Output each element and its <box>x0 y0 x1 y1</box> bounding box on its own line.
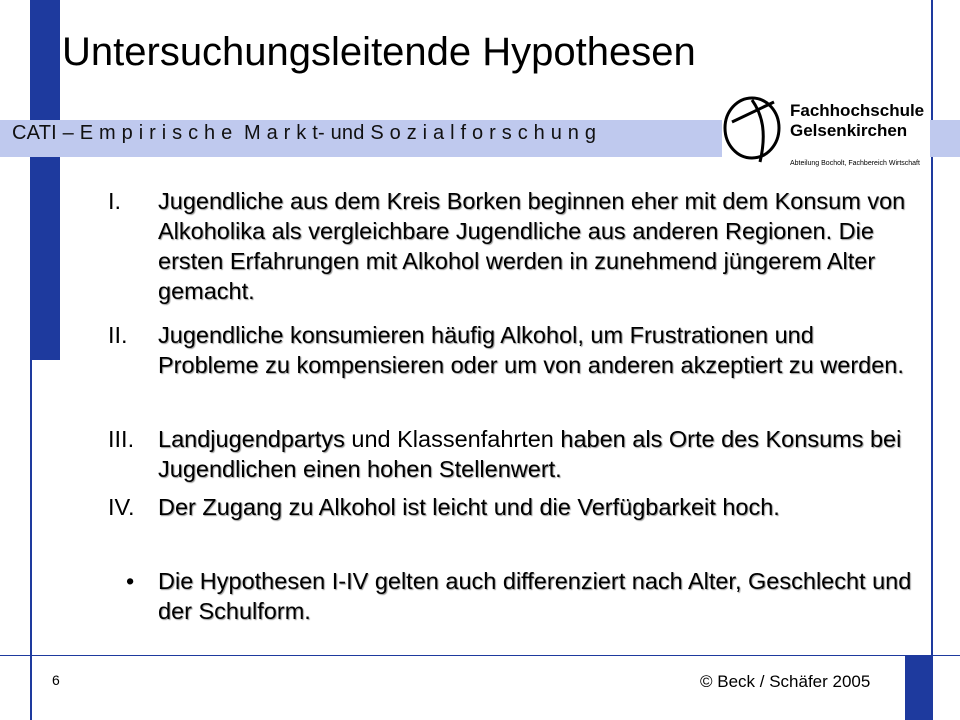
hypothesis-text: Der Zugang zu Alkohol ist leicht und die Verfügbarkeit hoch. <box>158 494 780 520</box>
hypothesis-number: IV. <box>108 494 135 520</box>
logo-line1: Fachhochschule <box>790 101 925 120</box>
hypothesis-number: I. <box>108 188 122 214</box>
hypothesis-text-part: Landjugendpartys <box>158 426 345 452</box>
slide-title: Untersuchungsleitende Hypothesen <box>62 30 696 74</box>
logo-name <box>790 101 924 141</box>
bullet-text: Die Hypothesen I-IV gelten auch differenziert nach Alter, Geschlecht und der Schulform. <box>158 568 912 624</box>
hypothesis-number: III. <box>108 426 135 452</box>
footer-credit: © Beck / Schäfer 2005 <box>700 672 871 691</box>
hypothesis-text-part: haben als Orte des Konsums bei Jugendlichen einen hohen Stellenwert. <box>158 426 902 482</box>
logo-line2: Gelsenkirchen <box>790 121 908 140</box>
hypothesis-number: II. <box>108 322 128 348</box>
bullet-marker: • <box>126 568 135 594</box>
page-number: 6 <box>52 672 60 688</box>
hypothesis-text: Jugendliche aus dem Kreis Borken beginnen eher mit dem Konsum von Alkoholika als vergleichbare Jugendliche aus anderen Regionen. Die ersten Erfahrungen mit Alkohol werden in zunehmend jüngerem Alter gemacht. <box>158 188 906 304</box>
hypothesis-text-part: und Klassenfahrten <box>344 426 561 452</box>
hypothesis-text <box>158 424 918 484</box>
right-accent-line <box>931 0 933 655</box>
right-accent-bar <box>905 655 933 720</box>
footer-divider <box>0 655 960 656</box>
left-accent-line <box>30 360 32 720</box>
logo-mark-icon <box>722 92 792 172</box>
header-band-text: CATI – E m p i r i s c h e M a r k t- und S o z i a l f o r s c h u n g <box>12 122 597 144</box>
logo-subtitle: Abteilung Bocholt, Fachbereich Wirtschaft <box>790 160 920 167</box>
left-accent-bar <box>30 0 60 360</box>
hypothesis-text: Jugendliche konsumieren häufig Alkohol, um Frustrationen und Probleme zu kompensieren oder um von anderen akzeptiert zu werden. <box>158 322 904 378</box>
